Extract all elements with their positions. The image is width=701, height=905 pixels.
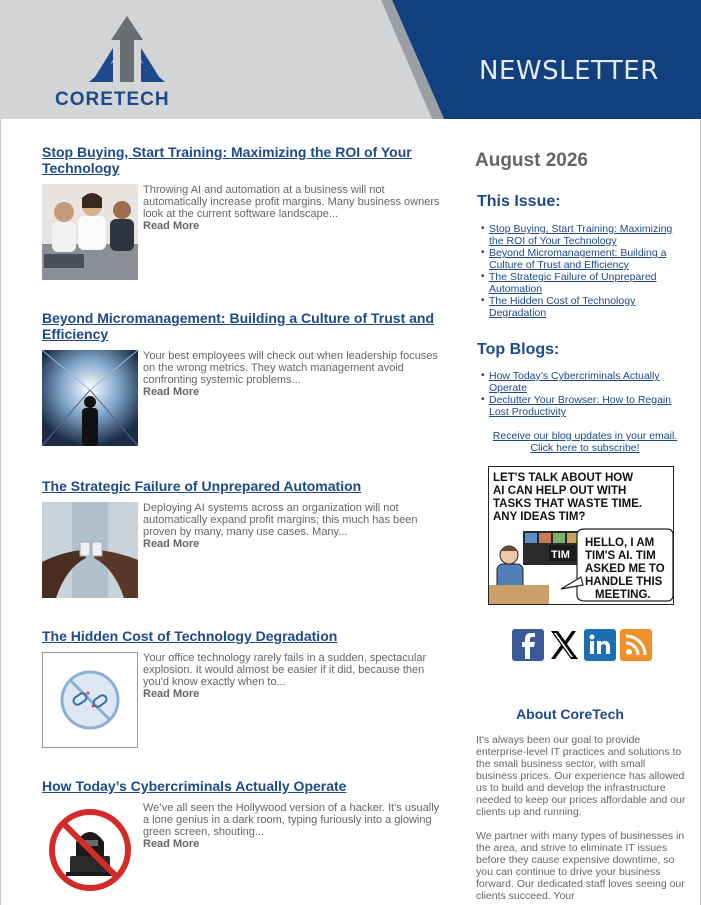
rss-icon[interactable] — [620, 629, 652, 661]
article-excerpt: We’ve all seen the Hollywood version of a hacker. It’s usually a lone genius in a dark room, typing furiously into a glowing green screen, shouting... — [143, 802, 440, 838]
list-item — [481, 271, 681, 295]
newsletter-banner-title: NEWSLETTER — [479, 56, 659, 86]
article-5 — [42, 778, 442, 900]
read-more-link[interactable]: Read More — [143, 688, 200, 700]
article-excerpt: Your office technology rarely fails in a sudden, spectacular explosion. It would almost be easier if it did, because then you'd know exactly when to... — [143, 652, 427, 688]
top-blog-link[interactable]: Declutter Your Browser: How to Regain Lost Productivity — [489, 394, 672, 418]
top-blogs-list — [481, 370, 681, 418]
social-links — [512, 629, 652, 661]
comic-speech-line: TIM'S AI. TIM — [585, 550, 656, 562]
read-more-link[interactable]: Read More — [143, 838, 200, 850]
newsletter-header — [0, 0, 701, 119]
subscribe-link[interactable]: Receive our blog updates in your email. Click here to subscribe! — [492, 430, 678, 454]
comic-speech-line: ASKED ME TO — [585, 563, 665, 575]
x-icon[interactable] — [548, 629, 580, 661]
article-title-link[interactable]: The Strategic Failure of Unprepared Automation — [42, 478, 362, 494]
comic-speech-line: HANDLE THIS — [585, 576, 663, 588]
article-excerpt: Your best employees will check out when leadership focuses on the wrong metrics. They watch management avoid confronting systemic problems... — [143, 350, 438, 386]
article-thumbnail-man-in-corridor[interactable] — [42, 350, 138, 446]
comic-strip[interactable] — [488, 466, 674, 605]
article-title-link[interactable]: Stop Buying, Start Training: Maximizing the ROI of Your Technology — [42, 144, 412, 176]
comic-caption-line: TASKS THAT WASTE TIME. — [493, 498, 643, 510]
this-issue-link[interactable]: Beyond Micromanagement: Building a Culture of Trust and Efficiency — [489, 247, 667, 271]
article-thumbnail-broken-link-icon[interactable] — [42, 652, 138, 748]
article-title-link[interactable]: The Hidden Cost of Technology Degradation — [42, 628, 338, 644]
article-thumbnail-puzzle-pieces[interactable] — [42, 502, 138, 598]
read-more-link[interactable]: Read More — [143, 538, 200, 550]
comic-speech-line: MEETING. — [595, 589, 651, 601]
article-title-link[interactable]: Beyond Micromanagement: Building a Culture of Trust and Efficiency — [42, 310, 435, 342]
top-blog-link[interactable]: How Today’s Cybercriminals Actually Operate — [489, 370, 660, 394]
read-more-link[interactable]: Read More — [143, 386, 200, 398]
about-paragraph: We partner with many types of businesses in the area, and strive to eliminate IT issues before they cause expensive downtime, so you can continue to drive your business forward. Our dedicated staff loves seeing our clients succeed. Your — [476, 830, 685, 902]
about-heading: About CoreTech — [516, 706, 624, 722]
logo-wordmark: CORETECH — [55, 89, 170, 110]
article-excerpt: Throwing AI and automation at a business will not automatically increase profit margins. Many business owners look at the current software landscape... — [143, 184, 440, 220]
article-thumbnail-team-celebrating[interactable] — [42, 184, 138, 280]
article-thumbnail-no-hacker-icon[interactable] — [42, 802, 138, 898]
comic-speech-line: HELLO, I AM — [585, 537, 655, 549]
list-item — [481, 370, 681, 394]
issue-month: August 2026 — [475, 150, 588, 171]
this-issue-link[interactable]: The Hidden Cost of Technology Degradation — [489, 295, 636, 319]
article-1 — [42, 144, 442, 282]
list-item — [481, 295, 681, 319]
this-issue-heading: This Issue: — [477, 193, 561, 210]
read-more-link[interactable]: Read More — [143, 220, 200, 232]
facebook-icon[interactable] — [512, 629, 544, 661]
top-blogs-heading: Top Blogs: — [477, 341, 560, 358]
this-issue-link[interactable]: Stop Buying, Start Training: Maximizing the ROI of Your Technology — [489, 223, 673, 247]
article-title-link[interactable]: How Today’s Cybercriminals Actually Operate — [42, 778, 347, 794]
article-3 — [42, 478, 442, 600]
comic-caption-line: LET'S TALK ABOUT HOW — [493, 472, 634, 484]
comic-caption-line: ANY IDEAS TIM? — [493, 511, 586, 523]
comic-caption-line: AI CAN HELP OUT WITH — [493, 485, 627, 497]
this-issue-list — [481, 223, 681, 319]
comic-screen-label: TIM — [551, 549, 570, 561]
article-2 — [42, 310, 442, 448]
list-item — [481, 247, 681, 271]
article-4 — [42, 628, 442, 750]
list-item — [481, 223, 681, 247]
linkedin-icon[interactable] — [584, 629, 616, 661]
this-issue-link[interactable]: The Strategic Failure of Unprepared Automation — [489, 271, 657, 295]
list-item — [481, 394, 681, 418]
article-excerpt: Deploying AI systems across an organization will not automatically expand profit margins; this much has been proven by many, many use cases. Many... — [143, 502, 418, 538]
about-paragraph: It's always been our goal to provide enterprise-level IT practices and solutions to the small business sector, with small business prices. Our experience has allowed us to build and develop the infrastructure needed to keep our prices affordable and our clients up and running. — [476, 734, 686, 818]
